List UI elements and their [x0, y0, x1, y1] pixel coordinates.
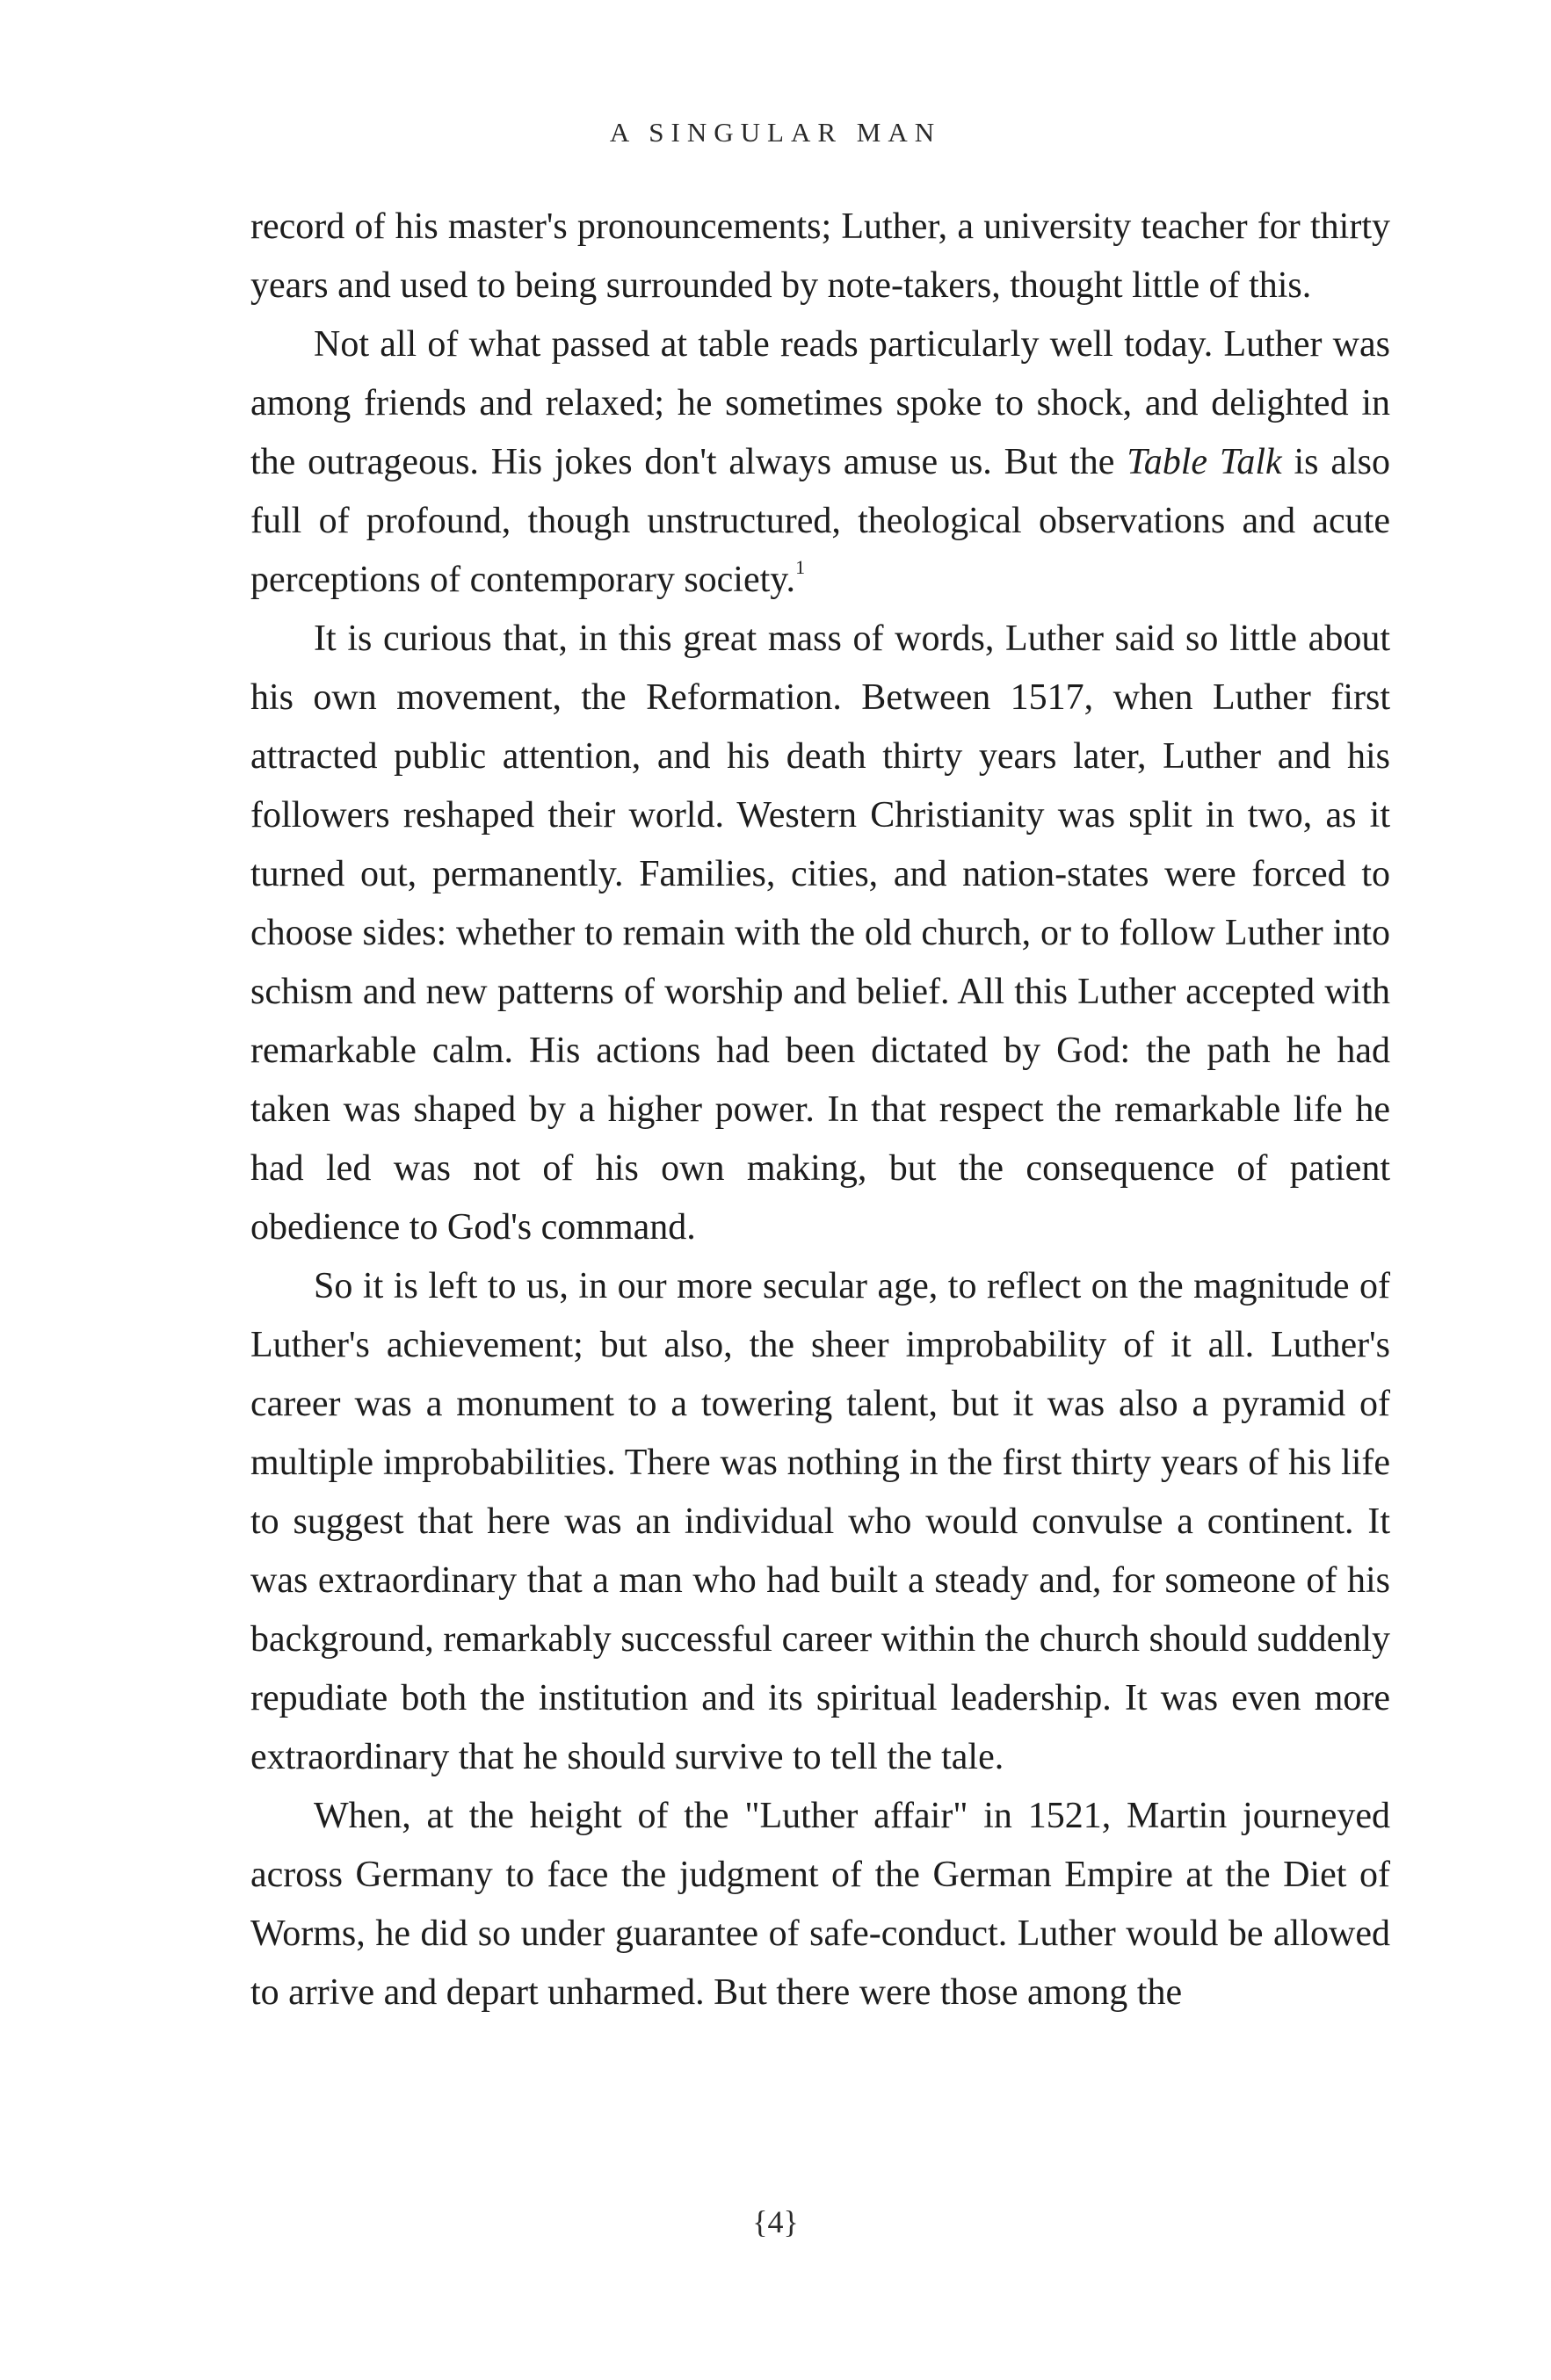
paragraph-1	[250, 198, 1390, 315]
paragraph-2	[250, 315, 1390, 610]
paragraph-5	[250, 1787, 1390, 2022]
paragraph-5-text: When, at the height of the "Luther affair" in 1521, Martin journeyed across Germany to face the judgment of the German Empire at the Diet of Worms, he did so under guarantee of safe-conduct. Luther would be allowed to arrive and depart unharmed. But there were those among the	[250, 1796, 1390, 2013]
footnote-marker: 1	[795, 556, 806, 578]
paragraph-3	[250, 610, 1390, 1257]
paragraph-2-text-b: is also full of profound, though unstructured, theological observations and acute perceptions of contemporary society.	[250, 442, 1391, 600]
paragraph-1-text: record of his master's pronouncements; Luther, a university teacher for thirty years and used to being surrounded by note-takers, thought little of this.	[250, 206, 1390, 306]
paragraph-3-text: It is curious that, in this great mass of words, Luther said so little about his own movement, the Reformation. Between 1517, when Luther first attracted public attention, and his death thirty years later, Luther and his followers reshaped their world. Western Christianity was split in two, as it turned out, permanently. Families, cities, and nation-states were forced to choose sides: whether to remain with the old church, or to follow Luther into schism and new patterns of worship and belief. All this Luther accepted with remarkable calm. His actions had been dictated by God: the path he had taken was shaped by a higher power. In that respect the remarkable life he had led was not of his own making, but the consequence of patient obedience to God's command.	[250, 619, 1390, 1248]
page-number: {4}	[752, 2204, 799, 2239]
paragraph-2-text-a: Not all of what passed at table reads particularly well today. Luther was among friends and relaxed; he sometimes spoke to shock, and delighted in the outrageous. His jokes don't always amuse us. But the	[250, 324, 1390, 482]
table-talk-title: Table Talk	[1127, 442, 1282, 482]
body-text	[250, 198, 1390, 2022]
paragraph-4	[250, 1257, 1390, 1787]
paragraph-4-text: So it is left to us, in our more secular age, to reflect on the magnitude of Luther's achievement; but also, the sheer improbability of it all. Luther's career was a monument to a towering talent, but it was also a pyramid of multiple improbabilities. There was nothing in the first thirty years of his life to suggest that here was an individual who would convulse a continent. It was extraordinary that a man who had built a steady and, for someone of his background, remarkably successful career within the church should suddenly repudiate both the institution and its spiritual leadership. It was even more extraordinary that he should survive to tell the tale.	[250, 1266, 1390, 1777]
running-head: A SINGULAR MAN	[609, 117, 942, 148]
